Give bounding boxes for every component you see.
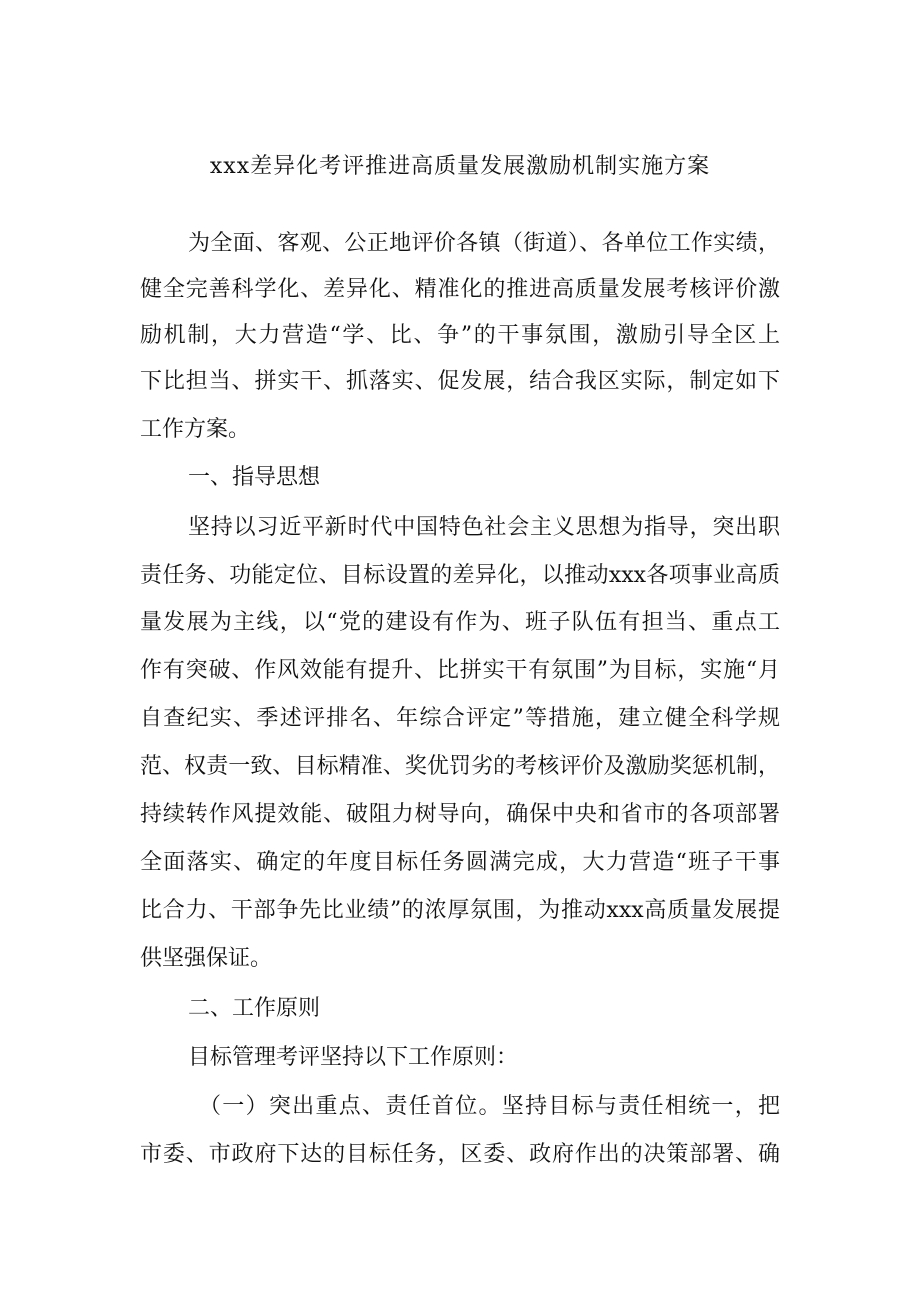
paragraph-line: 目标管理考评坚持以下工作原则： bbox=[188, 1045, 519, 1070]
paragraph-line: 责任务、功能定位、目标设置的差异化，以推动xxx各项事业高质 bbox=[140, 563, 780, 588]
paragraph-line: 为全面、客观、公正地评价各镇（街道）、各单位工作实绩， bbox=[188, 231, 780, 256]
paragraph-line: 比合力、干部争先比业绩”的浓厚氛围，为推动xxx高质量发展提 bbox=[140, 898, 780, 923]
paragraph-line: 供坚强保证。 bbox=[140, 946, 273, 971]
paragraph-line: 健全完善科学化、差异化、精准化的推进高质量发展考核评价激 bbox=[140, 277, 780, 302]
paragraph-line: 坚持以习近平新时代中国特色社会主义思想为指导，突出职 bbox=[188, 515, 780, 540]
document-title: xxx差异化考评推进高质量发展激励机制实施方案 bbox=[209, 154, 711, 179]
section-heading: 二、工作原则 bbox=[188, 996, 321, 1021]
subsection-line: （一）突出重点、责任首位。坚持目标与责任相统一，把 bbox=[199, 1094, 780, 1119]
paragraph-line: 自查纪实、季述评排名、年综合评定”等措施，建立健全科学规 bbox=[140, 706, 780, 731]
paragraph-line: 量发展为主线，以“党的建设有作为、班子队伍有担当、重点工 bbox=[140, 610, 780, 635]
paragraph-line: 持续转作风提效能、破阻力树导向，确保中央和省市的各项部署 bbox=[140, 802, 780, 827]
paragraph-line: 作有突破、作风效能有提升、比拼实干有氛围”为目标，实施“月 bbox=[140, 658, 780, 683]
paragraph-line: 下比担当、拼实干、抓落实、促发展，结合我区实际，制定如下 bbox=[140, 369, 780, 394]
paragraph-line: 市委、市政府下达的目标任务，区委、政府作出的决策部署、确 bbox=[140, 1142, 780, 1167]
paragraph-line: 全面落实、确定的年度目标任务圆满完成，大力营造“班子干事 bbox=[140, 850, 780, 875]
section-heading: 一、指导思想 bbox=[188, 465, 321, 490]
paragraph-line: 励机制，大力营造“学、比、争”的干事氛围，激励引导全区上 bbox=[140, 323, 780, 348]
paragraph-line: 范、权责一致、目标精准、奖优罚劣的考核评价及激励奖惩机制， bbox=[140, 754, 780, 779]
paragraph-line: 工作方案。 bbox=[140, 417, 251, 442]
